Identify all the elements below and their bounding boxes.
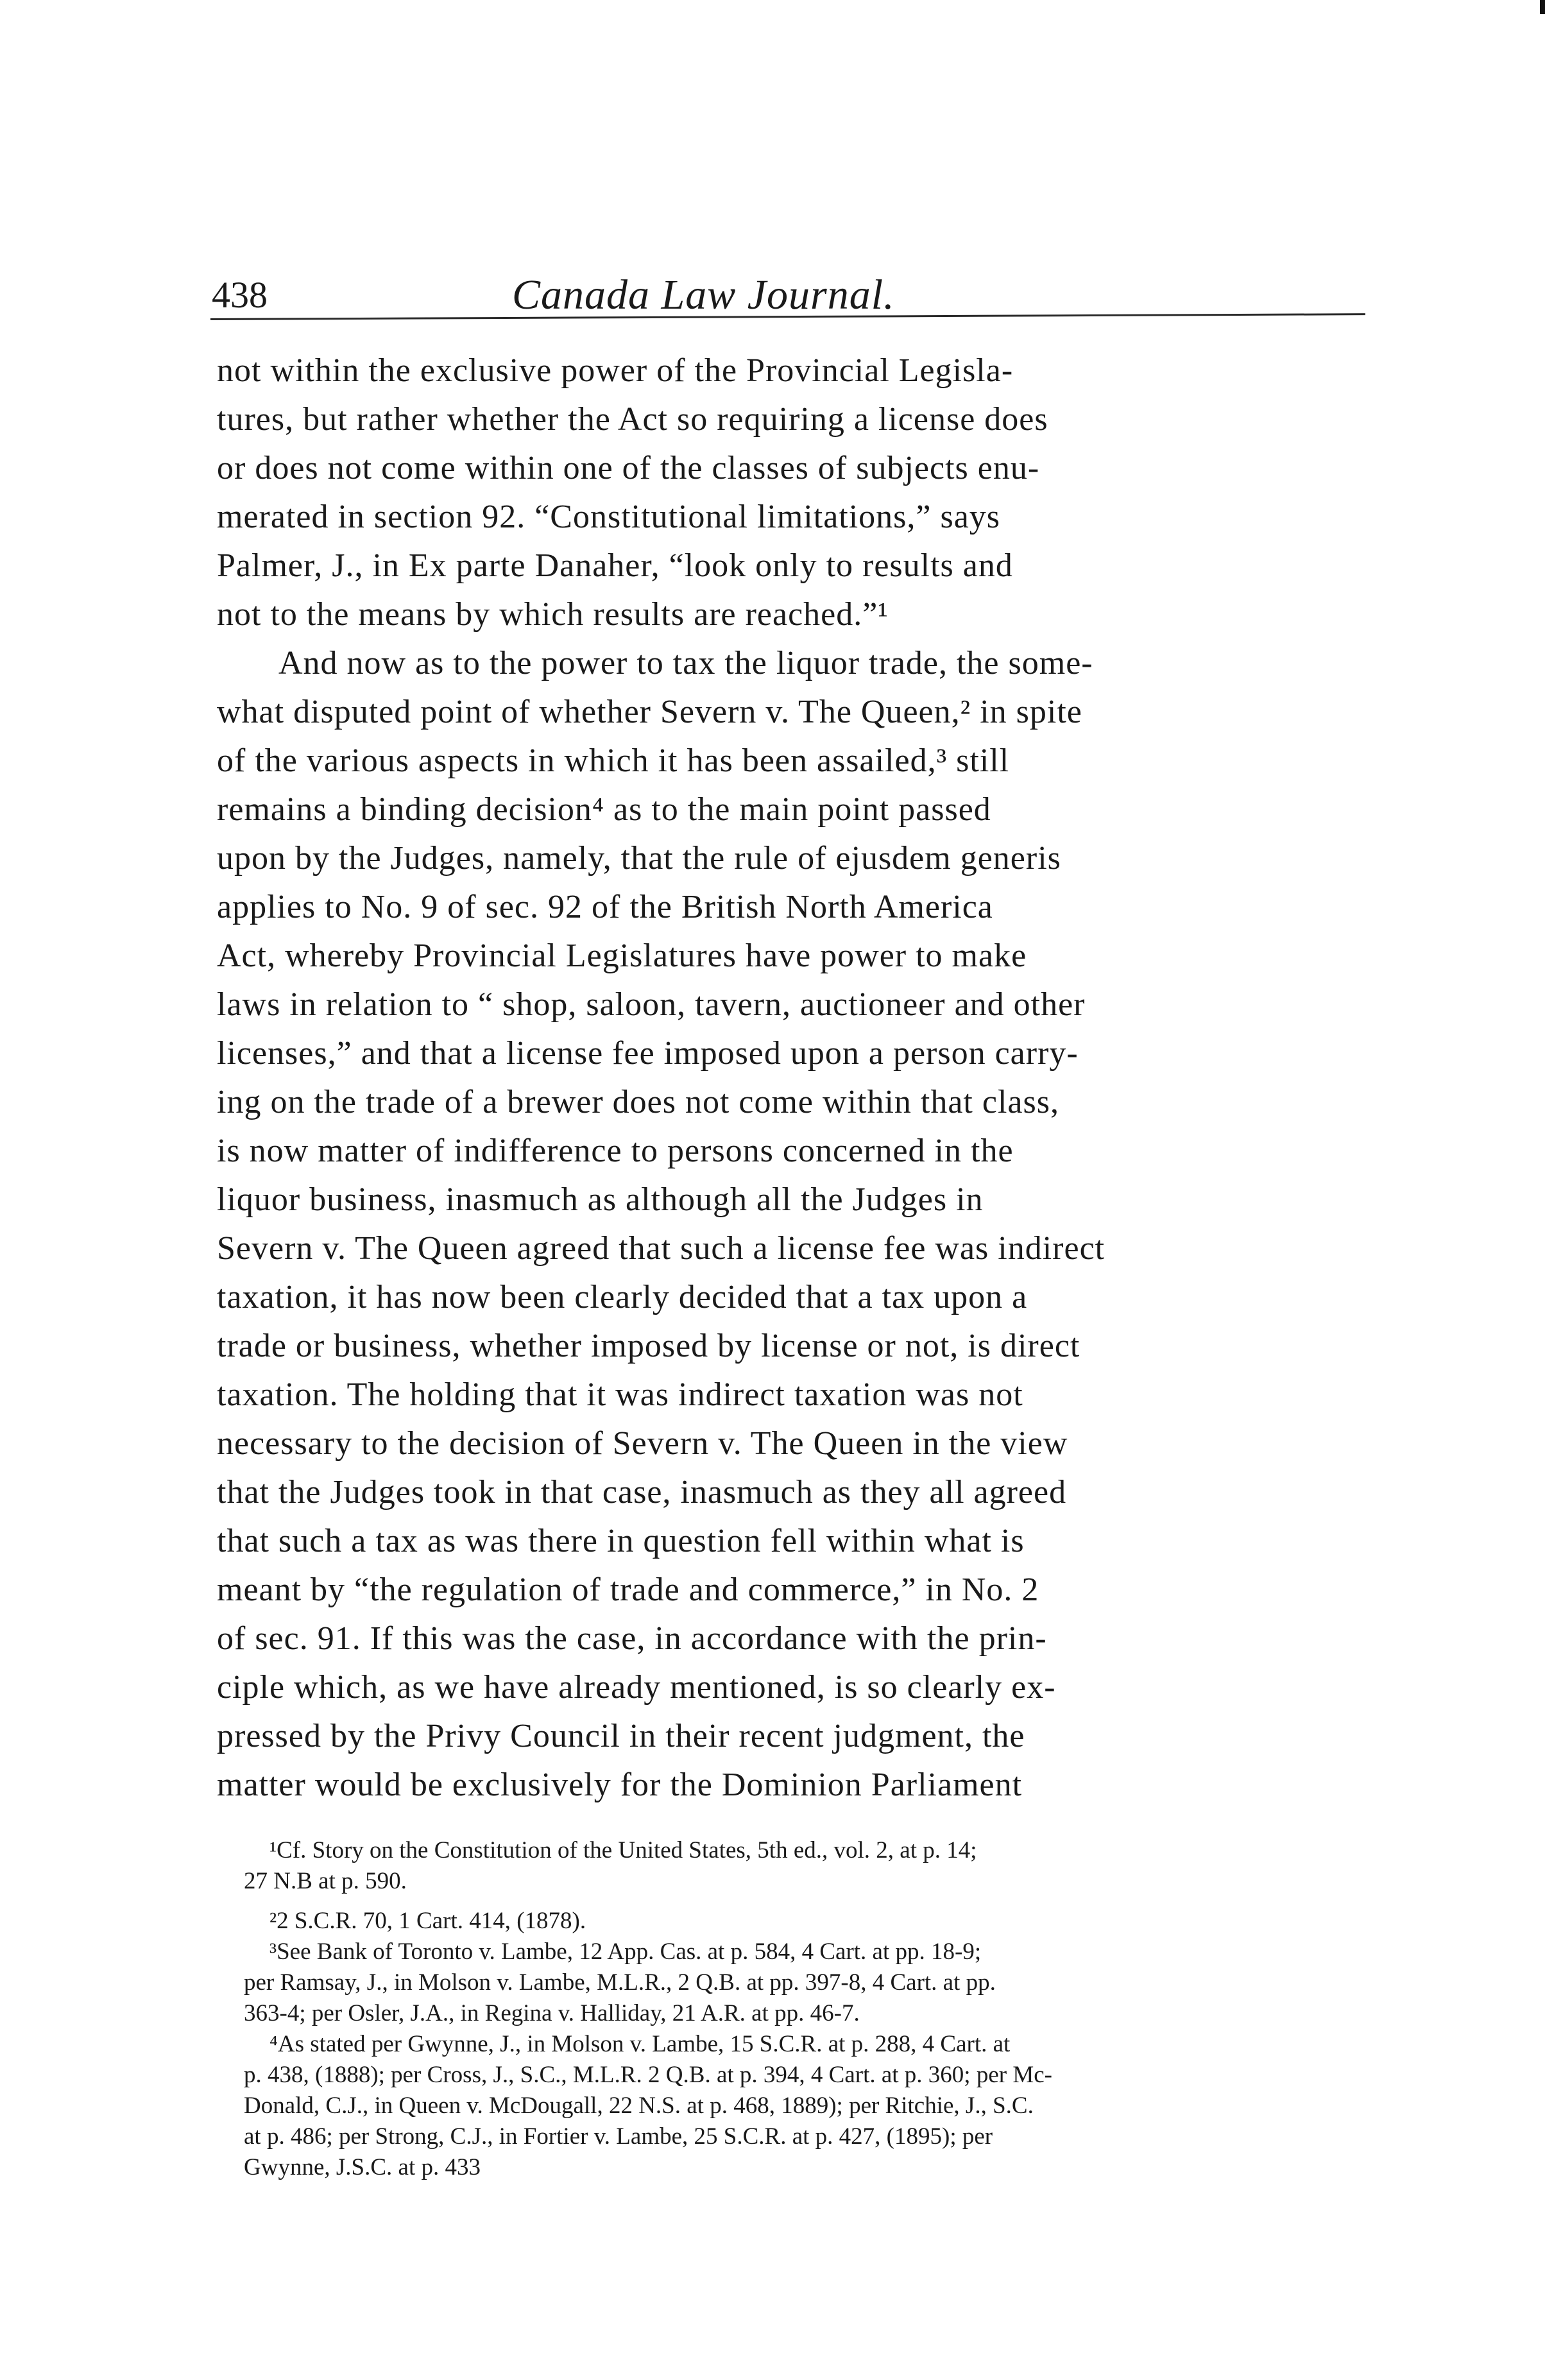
body-text bbox=[217, 347, 1365, 1810]
text-line: ing on the trade of a brewer does not come within that class, bbox=[217, 1084, 1059, 1120]
text-line: ciple which, as we have already mentioned, is so clearly ex- bbox=[217, 1669, 1056, 1706]
text-line: or does not come within one of the classes of subjects enu- bbox=[217, 450, 1040, 486]
footnote-4-cont: Gwynne, J.S.C. at p. 433 bbox=[244, 2154, 481, 2180]
text-line: liquor business, inasmuch as although all the Judges in bbox=[217, 1181, 984, 1218]
text-line: not to the means by which results are reached.”¹ bbox=[217, 596, 889, 633]
text-line: not within the exclusive power of the Provincial Legisla- bbox=[217, 352, 1014, 389]
text-line: tures, but rather whether the Act so requiring a license does bbox=[217, 401, 1048, 438]
text-line: of sec. 91. If this was the case, in accordance with the prin- bbox=[217, 1620, 1047, 1657]
text-line: remains a binding decision⁴ as to the main point passed bbox=[217, 791, 991, 828]
footnote-3-cont: 363-4; per Osler, J.A., in Regina v. Halliday, 21 A.R. at pp. 46-7. bbox=[244, 2000, 860, 2026]
text-line: is now matter of indifference to persons concerned in the bbox=[217, 1133, 1014, 1169]
footnotes bbox=[244, 1835, 1373, 2183]
running-title: Canada Law Journal. bbox=[512, 271, 895, 318]
text-line: taxation. The holding that it was indirect taxation was not bbox=[217, 1376, 1023, 1413]
text-line: that the Judges took in that case, inasmuch as they all agreed bbox=[217, 1474, 1067, 1511]
text-line: that such a tax as was there in question fell within what is bbox=[217, 1523, 1025, 1559]
page-edge-mark bbox=[1540, 0, 1545, 14]
text-line: pressed by the Privy Council in their recent judgment, the bbox=[217, 1718, 1025, 1754]
text-line: And now as to the power to tax the liquor trade, the some- bbox=[278, 645, 1093, 681]
footnote-1: ¹Cf. Story on the Constitution of the United States, 5th ed., vol. 2, at p. 14; bbox=[269, 1837, 977, 1863]
text-line: licenses,” and that a license fee imposed upon a person carry- bbox=[217, 1035, 1079, 1072]
text-line: Act, whereby Provincial Legislatures have power to make bbox=[217, 937, 1027, 974]
text-line: applies to No. 9 of sec. 92 of the British North America bbox=[217, 889, 993, 925]
footnote-2: ²2 S.C.R. 70, 1 Cart. 414, (1878). bbox=[269, 1908, 586, 1934]
footnote-1-cont: 27 N.B at p. 590. bbox=[244, 1868, 407, 1894]
footnote-4-cont: Donald, C.J., in Queen v. McDougall, 22 N.S. at p. 468, 1889); per Ritchie, J., S.C. bbox=[244, 2093, 1034, 2119]
footnote-4-cont: p. 438, (1888); per Cross, J., S.C., M.L.R. 2 Q.B. at p. 394, 4 Cart. at p. 360; per Mc- bbox=[244, 2062, 1052, 2088]
text-line: what disputed point of whether Severn v. The Queen,² in spite bbox=[217, 694, 1082, 730]
text-line: taxation, it has now been clearly decided that a tax upon a bbox=[217, 1279, 1028, 1315]
text-line: laws in relation to “ shop, saloon, tavern, auctioneer and other bbox=[217, 986, 1086, 1023]
text-line: matter would be exclusively for the Dominion Parliament bbox=[217, 1767, 1023, 1803]
footnote-3-cont: per Ramsay, J., in Molson v. Lambe, M.L.R., 2 Q.B. at pp. 397-8, 4 Cart. at pp. bbox=[244, 1969, 996, 1996]
text-line: necessary to the decision of Severn v. The Queen in the view bbox=[217, 1425, 1068, 1462]
footnote-3: ³See Bank of Toronto v. Lambe, 12 App. Cas. at p. 584, 4 Cart. at pp. 18-9; bbox=[269, 1939, 982, 1965]
text-line: trade or business, whether imposed by license or not, is direct bbox=[217, 1328, 1080, 1364]
text-line: meant by “the regulation of trade and commerce,” in No. 2 bbox=[217, 1571, 1039, 1608]
text-line: upon by the Judges, namely, that the rule of ejusdem generis bbox=[217, 840, 1061, 877]
text-line: Severn v. The Queen agreed that such a license fee was indirect bbox=[217, 1230, 1105, 1267]
page-header bbox=[210, 268, 1385, 332]
text-line: merated in section 92. “Constitutional limitations,” says bbox=[217, 499, 1001, 535]
page-number: 438 bbox=[212, 274, 268, 316]
footnote-4: ⁴As stated per Gwynne, J., in Molson v. Lambe, 15 S.C.R. at p. 288, 4 Cart. at bbox=[269, 2031, 1011, 2057]
text-line: Palmer, J., in Ex parte Danaher, “look only to results and bbox=[217, 547, 1013, 584]
footnote-4-cont: at p. 486; per Strong, C.J., in Fortier v. Lambe, 25 S.C.R. at p. 427, (1895); per bbox=[244, 2123, 993, 2150]
text-line: of the various aspects in which it has been assailed,³ still bbox=[217, 742, 1010, 779]
